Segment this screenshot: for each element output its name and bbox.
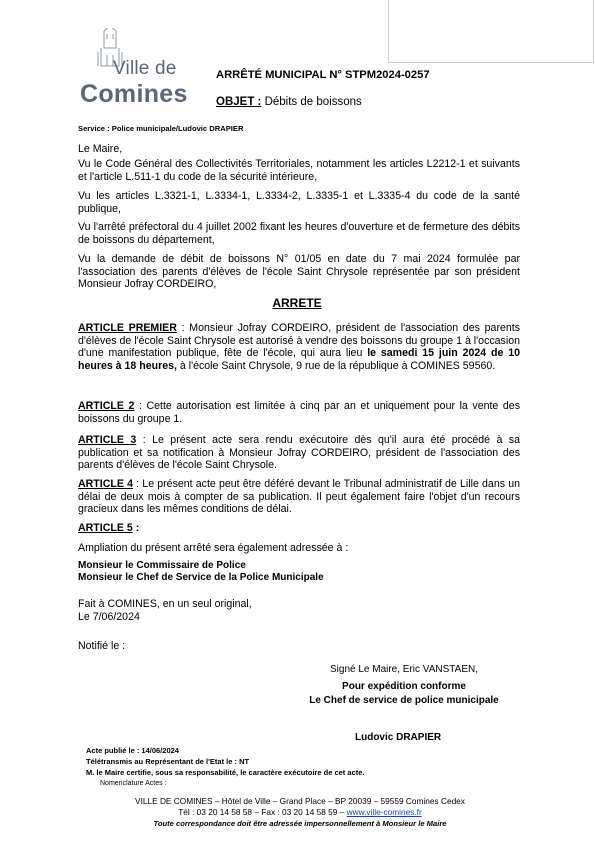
footer-phone-fax: Tél : 03 20 14 58 58 – Fax : 03 20 14 58 59 –	[178, 807, 347, 817]
article-2-text: : Cette autorisation est limitée à cinq par an et uniquement pour la vente des boissons du groupe 1.	[78, 400, 520, 425]
article-1-label: ARTICLE PREMIER	[78, 322, 177, 334]
acte-publie: Acte publié le : 14/06/2024	[86, 746, 179, 755]
article-5	[78, 522, 139, 535]
le-maire: Le Maire,	[78, 143, 123, 155]
article-2	[78, 400, 520, 425]
document-date: Le 7/06/2024	[78, 611, 140, 623]
notifie-le: Notifié le :	[78, 640, 126, 652]
article-5-text: :	[132, 522, 140, 534]
article-1-text1: : Monsieur Jofray CORDEIRO, président de l'association des parents d'élèves de l'école Saint Chrysole est autorisé à vendre des boissons du groupe 1 à l'occasion d'une manifestation publique, fête de l'école, qui aura lieu	[78, 322, 520, 359]
article-4-text: : Le présent acte peut être déféré devant le Tribunal administratif de Lille dans un délai de deux mois à compter de sa publication. Il peut également faire l'objet d'un recours gracieux dans les mêmes conditions de délai.	[78, 478, 520, 515]
objet-label: OBJET :	[216, 96, 262, 108]
stamp-box	[388, 0, 594, 63]
article-4-label: ARTICLE 4	[78, 478, 133, 490]
chef-service-police: Le Chef de service de police municipale	[309, 695, 499, 706]
vu-demande: Vu la demande de débit de boissons N° 01/05 en date du 7 mai 2024 formulée par l'association des parents d'élèves de l'école Saint Chrysole représentée par son président Monsieur Jofray CORDEIRO,	[78, 253, 520, 290]
ville-de-comines-logo	[80, 28, 195, 110]
footer-contact	[80, 807, 520, 818]
logo-comines: Comines	[80, 80, 188, 108]
vu-code-sante: Vu les articles L.3321-1, L.3334-1, L.3334-2, L.3335-1 et L.3335-4 du code de la santé publique,	[78, 190, 520, 215]
article-4	[78, 478, 520, 516]
arrete-number: ARRÊTÉ MUNICIPAL N° STPM2024-0257	[216, 69, 430, 81]
pour-expedition-conforme: Pour expédition conforme	[342, 681, 466, 692]
article-3-text: : Le présent acte sera rendu exécutoire dès qu'il aura été procédé à sa publication et sa notification à Monsieur Jofray CORDEIRO, président de l'association des parents d'élèves de l'école Saint Chrysole.	[78, 434, 520, 471]
vu-cgct: Vu le Code Général des Collectivités Territoriales, notamment les articles L2212-1 et suivants et l'article L.511-1 du code de la sécurité intérieure,	[78, 158, 520, 183]
article-1-text2: à l'école Saint Chrysole, 9 rue de la république à COMINES 59560.	[176, 359, 496, 372]
footer-correspondence: Toute correspondance doit être adressée impersonnellement à Monsieur le Maire	[153, 819, 447, 828]
objet-line	[216, 96, 362, 108]
footer-address: VILLE DE COMINES – Hôtel de Ville – Grand Place – BP 20039 – 59559 Comines Cedex	[135, 796, 465, 806]
vu-arrete-prefectoral: Vu l'arrêté préfectoral du 4 juillet 2002 fixant les heures d'ouverture et de fermeture des débits de boissons du département,	[78, 221, 520, 246]
signe-le-maire: Signé Le Maire, Eric VANSTAEN,	[329, 664, 478, 675]
article-3	[78, 434, 520, 472]
ampliation-intro: Ampliation du présent arrêté sera également adressée à :	[78, 542, 349, 554]
ampliation-commissaire: Monsieur le Commissaire de Police	[78, 560, 246, 571]
article-1	[78, 322, 520, 372]
service-line: Service : Police municipale/Ludovic DRAPIER	[78, 124, 244, 133]
footer-website-link[interactable]: www.ville-comines.fr	[346, 807, 422, 817]
maire-certifie: M. le Maire certifie, sous sa responsabilité, le caractère exécutoire de cet acte.	[86, 768, 365, 777]
signatory-name: Ludovic DRAPIER	[355, 732, 442, 743]
article-3-label: ARTICLE 3	[78, 434, 137, 446]
article-2-label: ARTICLE 2	[78, 400, 135, 412]
ampliation-chef-police: Monsieur le Chef de Service de la Police Municipale	[78, 572, 324, 583]
article-5-label: ARTICLE 5	[78, 522, 133, 534]
article-1-date: le samedi 15 juin 2024 de 10 heures à 18 heures,	[78, 347, 520, 372]
fait-a-comines: Fait à COMINES, en un seul original,	[78, 598, 252, 610]
nomenclature-actes: Nomenclature Actes :	[100, 780, 167, 787]
teletransmis: Télétransmis au Représentant de l'Etat le : NT	[86, 757, 250, 766]
logo-ville-de: Ville de	[113, 58, 177, 79]
objet-text: Débits de boissons	[261, 96, 362, 108]
arrete-heading: ARRETE	[272, 296, 322, 310]
